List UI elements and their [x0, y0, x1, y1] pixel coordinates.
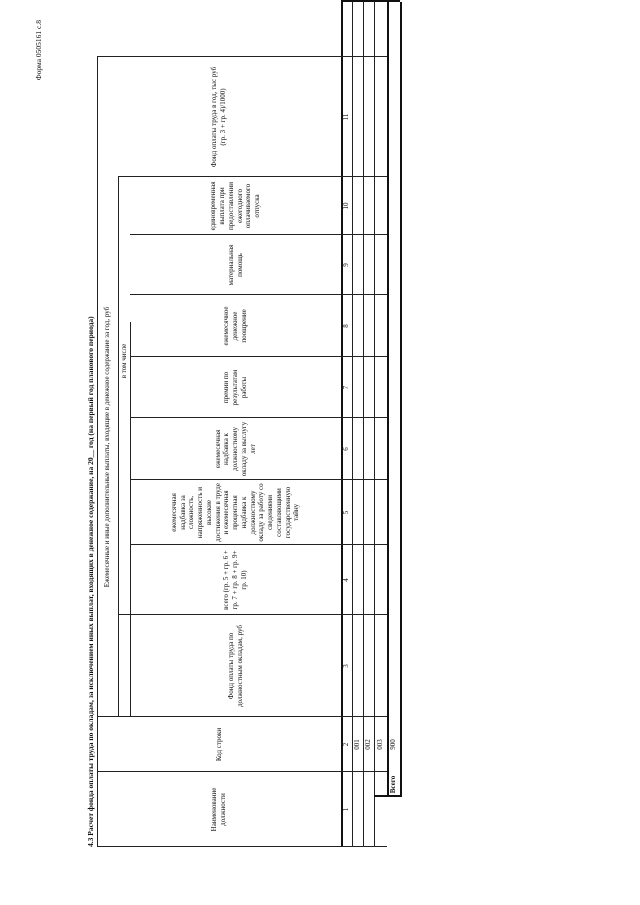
col-header-monthly-incentive: ежемесячное денежное поощрение: [222, 306, 248, 346]
column-number: 1: [342, 807, 351, 812]
col-header-total: всего (гр. 5 + гр. 6 + гр. 7 + гр. 8 + гр. 9+ гр. 10): [222, 550, 248, 610]
column-number: 8: [342, 324, 351, 328]
col-header-group: Ежемесячные и иные дополнительные выплаты, входящие в денежное содержание за год, руб: [103, 306, 112, 588]
column-number: 11: [342, 113, 351, 121]
row-code: 002: [364, 739, 373, 750]
column-number: 9: [342, 263, 351, 267]
row-code: 001: [353, 739, 362, 750]
col-header-code: Код строки: [214, 727, 223, 762]
col-header-financial-aid: материальная помощь: [226, 244, 244, 286]
form-reference: Форма 0505161 с.8: [34, 20, 43, 81]
row-code: 003: [376, 739, 385, 750]
col-header-performance-bonus: премии по результатам работы: [222, 369, 248, 406]
column-number: 7: [342, 385, 351, 390]
col-header-annual-fund: Фонд оплаты труда в год, тыс руб (гр. 3 + гр. 4)/1000): [210, 66, 227, 168]
col-header-salary-fund: Фонд оплаты труда по должностным окладам, руб: [226, 625, 244, 707]
column-number: 6: [342, 447, 351, 451]
col-header-vacation-payment: единовременная выплата при предоставлении ежегодного оплачиваемого отпуска: [209, 181, 261, 231]
col-header-seniority-bonus: ежемесячная надбавка к должностному окладу за выслугу лет: [213, 421, 257, 477]
column-number: 4: [342, 578, 351, 582]
total-label: Всего: [389, 775, 398, 794]
column-number: 10: [342, 202, 351, 210]
column-number: 3: [342, 664, 351, 668]
column-number: 5: [342, 510, 351, 515]
col-header-complexity-bonus: ежемесячная надбавка за сложность, напряженность и высокие достижения в труде и ежемесячная процентная надбавка к должностному окладу за работу со сведениями составляющими государственную тайну: [169, 483, 301, 542]
col-header-position: Наименование должности: [210, 787, 227, 832]
table-title: 4.3 Расчет фонда оплаты труда по окладам, за исключением иных выплат, входящих в денежное содержание, на 20__ год (на первый год планового периода): [86, 316, 95, 847]
column-number: 2: [342, 742, 351, 747]
col-header-subgroup: в том числе: [119, 343, 128, 379]
row-code: 900: [389, 739, 398, 750]
